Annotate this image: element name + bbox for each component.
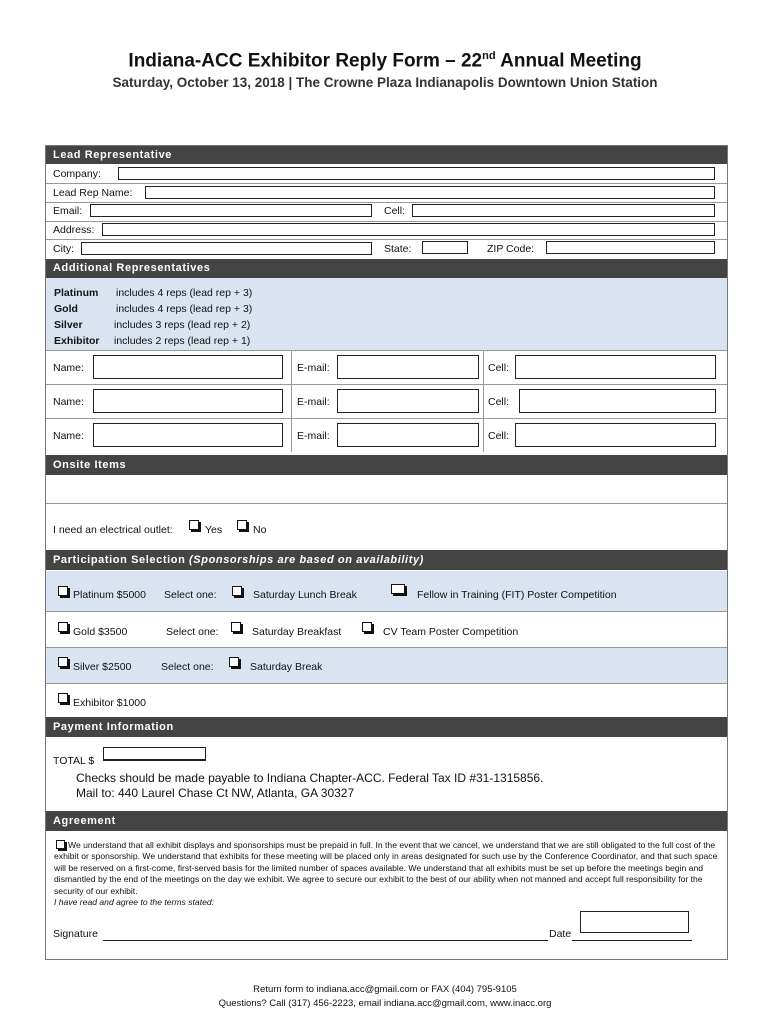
divider <box>46 221 727 222</box>
select-one-label: Select one: <box>164 589 217 601</box>
rep-name-label: Name: <box>53 396 84 408</box>
total-label: TOTAL $ <box>53 755 95 767</box>
cv-team-poster-checkbox[interactable] <box>362 622 372 632</box>
mail-to-text: Mail to: 440 Laurel Chase Ct NW, Atlanta, GA 30327 <box>76 786 355 800</box>
checks-payable-text: Checks should be made payable to Indiana Chapter-ACC. Federal Tax ID #31-1315856. <box>76 771 544 785</box>
city-label: City: <box>53 243 74 255</box>
email-label: Email: <box>53 205 83 217</box>
divider <box>291 418 292 452</box>
rep-cell-label: Cell: <box>488 396 510 408</box>
rep-email-label: E-mail: <box>297 430 330 442</box>
fit-poster-checkbox[interactable] <box>391 584 405 594</box>
cell-label: Cell: <box>384 205 406 217</box>
have-read-text: I have read and agree to the terms stated: <box>54 897 215 908</box>
select-one-label: Select one: <box>161 661 214 673</box>
divider <box>46 683 727 684</box>
rep3-email-field[interactable] <box>337 423 479 447</box>
agreement-header: Agreement <box>46 811 727 831</box>
rep2-cell-field[interactable] <box>519 389 716 413</box>
company-label: Company: <box>53 168 101 180</box>
exhibitor-checkbox[interactable] <box>58 693 68 703</box>
total-field[interactable] <box>103 747 206 761</box>
tier-list <box>54 285 252 349</box>
onsite-items-header: Onsite Items <box>46 455 727 475</box>
divider <box>46 239 727 240</box>
date-label: Date <box>549 928 572 940</box>
form-subtitle: Saturday, October 13, 2018 | The Crowne Plaza Indianapolis Downtown Union Station <box>112 75 658 90</box>
gold-label: Gold $3500 <box>73 626 128 638</box>
address-field[interactable] <box>102 223 715 236</box>
silver-checkbox[interactable] <box>58 657 68 667</box>
rep1-name-field[interactable] <box>93 355 283 379</box>
signature-label: Signature <box>53 928 98 940</box>
tier-row: Silver includes 3 reps (lead rep + 2) <box>54 319 251 331</box>
divider <box>46 183 727 184</box>
email-field[interactable] <box>90 204 372 217</box>
lead-rep-name-field[interactable] <box>145 186 715 199</box>
additional-representatives-header: Additional Representatives <box>46 259 727 278</box>
city-field[interactable] <box>81 242 372 255</box>
signature-line[interactable] <box>103 924 548 941</box>
platinum-row <box>46 571 727 611</box>
breakfast-checkbox[interactable] <box>231 622 241 632</box>
zip-field[interactable] <box>546 241 715 254</box>
breakfast-label: Saturday Breakfast <box>252 626 342 638</box>
state-label: State: <box>384 243 412 255</box>
rep-cell-label: Cell: <box>488 430 510 442</box>
platinum-checkbox[interactable] <box>58 586 68 596</box>
divider <box>46 418 727 419</box>
rep-email-label: E-mail: <box>297 396 330 408</box>
date-field[interactable] <box>580 911 689 933</box>
lead-representative-header: Lead Representative <box>46 146 727 164</box>
tier-row: Exhibitor includes 2 reps (lead rep + 1) <box>54 335 251 347</box>
divider <box>46 503 727 504</box>
divider <box>46 611 727 612</box>
no-label: No <box>253 524 267 536</box>
fit-poster-label: Fellow in Training (FIT) Poster Competition <box>417 589 617 601</box>
divider <box>46 202 727 203</box>
divider <box>291 384 292 418</box>
company-field[interactable] <box>118 167 715 180</box>
saturday-break-label: Saturday Break <box>250 661 323 673</box>
address-label: Address: <box>53 224 95 236</box>
tier-row: Platinum includes 4 reps (lead rep + 3) <box>54 287 253 299</box>
agreement-text: We understand that all exhibit displays and sponsorships must be prepaid in full. In the event that we cancel, we understand that we are still obligated to the full cost of the exhibit or sponsorship. We understand that exhibits for these meeting will be placed only in areas designated for such use by the Conference Coordinator, and that such space will be reserved on a first-come, first-served basis for the limited number of spaces available. We understand that all exhibits must be set up before the meetings begin and dismantled by the end of the meetings on the day we exhibit. We agree to secure our exhibit to the best of our ability when not manned and accept full responsibility for the security of our exhibit. I have read and agree to the terms stated: <box>54 840 718 908</box>
platinum-label: Platinum $5000 <box>73 589 146 601</box>
zip-label: ZIP Code: <box>487 243 535 255</box>
rep3-cell-field[interactable] <box>515 423 716 447</box>
lead-rep-label: Lead Rep Name: <box>53 187 133 199</box>
yes-label: Yes <box>205 524 223 536</box>
participation-header: Participation Selection (Sponsorships are based on availability) <box>46 550 727 570</box>
saturday-break-checkbox[interactable] <box>229 657 239 667</box>
rep-email-label: E-mail: <box>297 362 330 374</box>
lunch-break-label: Saturday Lunch Break <box>253 589 357 601</box>
divider <box>483 384 484 418</box>
divider <box>483 350 484 384</box>
rep1-email-field[interactable] <box>337 355 479 379</box>
outlet-no-checkbox[interactable] <box>237 520 247 530</box>
rep3-name-field[interactable] <box>93 423 283 447</box>
rep1-cell-field[interactable] <box>515 355 716 379</box>
outlet-yes-checkbox[interactable] <box>189 520 199 530</box>
tier-row: Gold includes 4 reps (lead rep + 3) <box>54 303 253 315</box>
rep-cell-label: Cell: <box>488 362 510 374</box>
rep-name-label: Name: <box>53 430 84 442</box>
footer-questions-info: Questions? Call (317) 456-2223, email indiana.acc@gmail.com, www.inacc.org <box>218 998 552 1009</box>
divider <box>483 418 484 452</box>
divider <box>46 384 727 385</box>
select-one-label: Select one: <box>166 626 219 638</box>
divider <box>46 350 727 351</box>
state-field[interactable] <box>422 241 468 254</box>
exhibitor-label: Exhibitor $1000 <box>73 697 146 709</box>
reply-form <box>45 145 728 960</box>
payment-header: Payment Information <box>46 717 727 737</box>
footer-return-info: Return form to indiana.acc@gmail.com or FAX (404) 795-9105 <box>253 984 517 995</box>
rep2-name-field[interactable] <box>93 389 283 413</box>
rep-name-label: Name: <box>53 362 84 374</box>
cv-team-poster-label: CV Team Poster Competition <box>383 626 519 638</box>
form-title: Indiana-ACC Exhibitor Reply Form – 22nd Annual Meeting <box>128 50 642 72</box>
silver-label: Silver $2500 <box>73 661 132 673</box>
rep2-email-field[interactable] <box>337 389 479 413</box>
lunch-break-checkbox[interactable] <box>232 586 242 596</box>
outlet-label: I need an electrical outlet: <box>53 524 173 536</box>
silver-row <box>46 648 727 683</box>
cell-field[interactable] <box>412 204 715 217</box>
divider <box>291 350 292 384</box>
gold-checkbox[interactable] <box>58 622 68 632</box>
